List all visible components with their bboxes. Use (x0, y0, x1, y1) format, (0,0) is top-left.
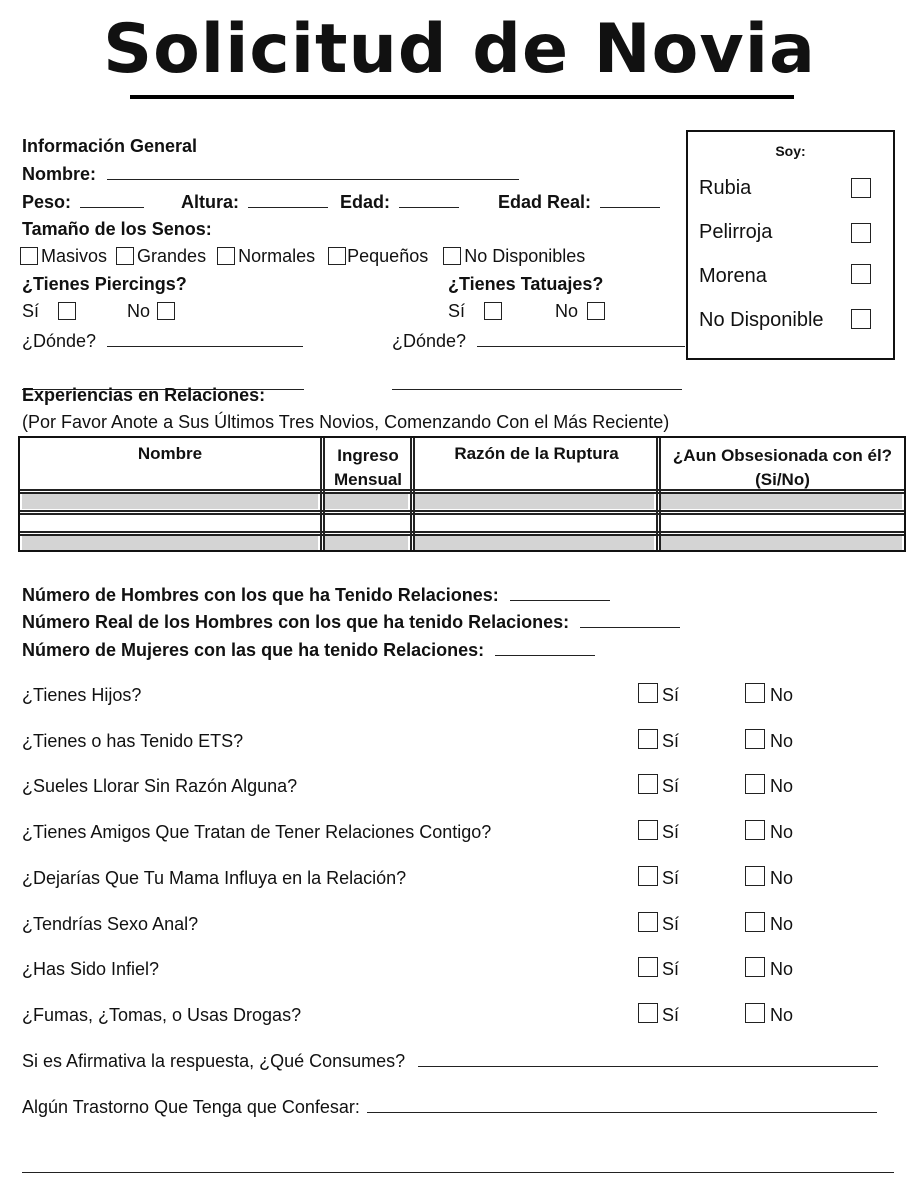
piercings-donde-label: ¿Dónde? (22, 331, 97, 351)
table-cell[interactable] (22, 536, 318, 550)
table-cell[interactable] (325, 494, 408, 509)
tatuajes-si-label: Sí (448, 301, 466, 321)
tatuajes-heading: ¿Tienes Tatuajes? (448, 274, 604, 294)
question-yes-checkbox[interactable] (638, 866, 658, 886)
question-label: ¿Sueles Llorar Sin Razón Alguna? (22, 776, 298, 796)
piercings-donde-field[interactable] (107, 346, 303, 347)
question-label: ¿Tienes o has Tenido ETS? (22, 731, 244, 751)
senos-checkbox-masivos[interactable] (20, 247, 38, 265)
column-header-obsesionada (660, 444, 905, 492)
soy-checkbox-no-disponible[interactable] (851, 309, 871, 329)
question-yes-checkbox[interactable] (638, 1003, 658, 1023)
question-yes-label: Sí (662, 822, 680, 842)
count-hombres-real-label: Número Real de los Hombres con los que ha tenido Relaciones: (22, 612, 570, 632)
count-hombres-label: Número de Hombres con los que ha Tenido Relaciones: (22, 585, 499, 605)
question-yes-checkbox[interactable] (638, 683, 658, 703)
peso-label: Peso: (22, 192, 72, 212)
trastorno-row (22, 1098, 877, 1116)
column-header-nombre: Nombre (137, 444, 203, 463)
tatuajes-donde-field[interactable] (477, 346, 685, 347)
question-no-checkbox[interactable] (745, 957, 765, 977)
question-no-checkbox[interactable] (745, 729, 765, 749)
nombre-row (22, 165, 519, 183)
question-label: ¿Has Sido Infiel? (22, 959, 160, 979)
question-label: ¿Dejarías Que Tu Mama Influya en la Relación? (22, 868, 407, 888)
general-heading: Información General (22, 136, 198, 156)
tatuajes-donde-label: ¿Dónde? (392, 331, 467, 351)
title-underline (130, 95, 794, 99)
peso-field[interactable] (80, 207, 144, 208)
tatuajes-options (448, 302, 605, 320)
senos-checkbox-no-disponibles[interactable] (443, 247, 461, 265)
consumes-row (22, 1052, 878, 1070)
question-yes-label: Sí (662, 731, 680, 751)
tatuajes-donde-row (392, 332, 685, 350)
question-no-label: No (770, 959, 794, 979)
senos-option-label: Grandes (137, 246, 207, 266)
question-no-checkbox[interactable] (745, 774, 765, 794)
question-label: ¿Fumas, ¿Tomas, o Usas Drogas? (22, 1005, 302, 1025)
table-cell[interactable] (22, 494, 318, 509)
question-yes-label: Sí (662, 914, 680, 934)
count-mujeres-field[interactable] (495, 655, 595, 656)
column-header-razon: Razón de la Ruptura (454, 444, 619, 463)
senos-options (20, 247, 585, 265)
table-cell[interactable] (661, 536, 902, 550)
row-divider (20, 531, 904, 533)
altura-label: Altura: (181, 192, 239, 212)
row-divider (20, 510, 904, 512)
relaciones-table (18, 436, 906, 552)
question-no-checkbox[interactable] (745, 820, 765, 840)
piercings-no-checkbox[interactable] (157, 302, 175, 320)
piercings-options (22, 302, 175, 320)
table-cell[interactable] (415, 536, 654, 550)
header-divider (20, 489, 904, 491)
question-yes-checkbox[interactable] (638, 820, 658, 840)
medidas-row (22, 193, 144, 211)
count-hombres-field[interactable] (510, 600, 610, 601)
soy-option-label: Pelirroja (699, 221, 773, 243)
soy-option-label: No Disponible (699, 309, 824, 331)
table-cell[interactable] (415, 494, 654, 509)
piercings-si-label: Sí (22, 301, 40, 321)
piercings-si-checkbox[interactable] (58, 302, 76, 320)
soy-option-label: Morena (699, 265, 767, 287)
question-yes-label: Sí (662, 776, 680, 796)
senos-option-label: No Disponibles (464, 246, 586, 266)
senos-heading: Tamaño de los Senos: (22, 219, 212, 239)
question-label: ¿Tienes Hijos? (22, 685, 142, 705)
table-row[interactable] (20, 494, 904, 510)
edad-real-label: Edad Real: (498, 192, 592, 212)
trastorno-label: Algún Trastorno Que Tenga que Confesar: (22, 1097, 360, 1117)
senos-option-label: Normales (238, 246, 316, 266)
nombre-label: Nombre: (22, 164, 97, 184)
column-header-ingreso-line2: Mensual (333, 470, 403, 489)
question-no-label: No (770, 731, 794, 751)
altura-group (181, 193, 328, 211)
question-no-label: No (770, 685, 794, 705)
soy-checkbox-rubia[interactable] (851, 178, 871, 198)
question-no-label: No (770, 776, 794, 796)
question-yes-checkbox[interactable] (638, 957, 658, 977)
relaciones-instructions: (Por Favor Anote a Sus Últimos Tres Novios, Comenzando Con el Más Reciente) (22, 412, 670, 432)
count-hombres-real-row (22, 613, 680, 631)
soy-checkbox-pelirroja[interactable] (851, 223, 871, 243)
table-cell[interactable] (661, 494, 902, 509)
count-mujeres-label: Número de Mujeres con las que ha tenido Relaciones: (22, 640, 485, 660)
column-header-obs-line1: ¿Aun Obsesionada con él? (672, 446, 893, 465)
relaciones-heading: Experiencias en Relaciones: (22, 385, 266, 405)
senos-option-label: Pequeños (347, 246, 429, 266)
table-cell[interactable] (325, 536, 408, 550)
senos-option-label: Masivos (41, 246, 108, 266)
nombre-field[interactable] (107, 179, 519, 180)
edad-label: Edad: (340, 192, 391, 212)
column-header-ingreso (323, 444, 413, 492)
question-no-checkbox[interactable] (745, 912, 765, 932)
question-label: ¿Tienes Amigos Que Tratan de Tener Relaciones Contigo? (22, 822, 492, 842)
consumes-field[interactable] (418, 1066, 878, 1067)
question-no-checkbox[interactable] (745, 683, 765, 703)
question-no-label: No (770, 822, 794, 842)
piercings-donde-row (22, 332, 303, 350)
edad-real-field[interactable] (600, 207, 660, 208)
count-mujeres-row (22, 641, 595, 659)
question-yes-label: Sí (662, 685, 680, 705)
question-yes-label: Sí (662, 959, 680, 979)
trastorno-field[interactable] (367, 1112, 877, 1113)
question-yes-checkbox[interactable] (638, 729, 658, 749)
tatuajes-no-label: No (555, 301, 579, 321)
question-no-label: No (770, 1005, 794, 1025)
count-hombres-real-field[interactable] (580, 627, 680, 628)
column-header-obs-line2: (Si/No) (755, 470, 810, 489)
table-row[interactable] (20, 536, 904, 550)
question-no-checkbox[interactable] (745, 866, 765, 886)
piercings-heading: ¿Tienes Piercings? (22, 274, 187, 294)
question-label: ¿Tendrías Sexo Anal? (22, 914, 199, 934)
soy-heading: Soy: (775, 143, 806, 159)
senos-checkbox-grandes[interactable] (116, 247, 134, 265)
question-yes-label: Sí (662, 1005, 680, 1025)
question-yes-label: Sí (662, 868, 680, 888)
trastorno-field-2[interactable] (22, 1172, 894, 1173)
table-row[interactable] (20, 515, 904, 531)
edad-real-group (498, 193, 660, 211)
altura-field[interactable] (248, 207, 328, 208)
tatuajes-no-checkbox[interactable] (587, 302, 605, 320)
question-yes-checkbox[interactable] (638, 774, 658, 794)
count-hombres-row (22, 586, 610, 604)
question-no-checkbox[interactable] (745, 1003, 765, 1023)
consumes-label: Si es Afirmativa la respuesta, ¿Qué Consumes? (22, 1051, 406, 1071)
question-yes-checkbox[interactable] (638, 912, 658, 932)
column-header-ingreso-line1: Ingreso (337, 446, 399, 465)
senos-checkbox-normales[interactable] (217, 247, 235, 265)
soy-checkbox-morena[interactable] (851, 264, 871, 284)
tatuajes-si-checkbox[interactable] (484, 302, 502, 320)
soy-option-label: Rubia (699, 177, 752, 199)
edad-group (340, 193, 459, 211)
senos-checkbox-pequenos[interactable] (328, 247, 346, 265)
piercings-no-label: No (127, 301, 151, 321)
question-no-label: No (770, 868, 794, 888)
form-title: Solicitud de Novia (103, 10, 816, 89)
question-no-label: No (770, 914, 794, 934)
soy-box (686, 130, 895, 360)
tatuajes-donde-field-2[interactable] (392, 389, 682, 390)
edad-field[interactable] (399, 207, 459, 208)
